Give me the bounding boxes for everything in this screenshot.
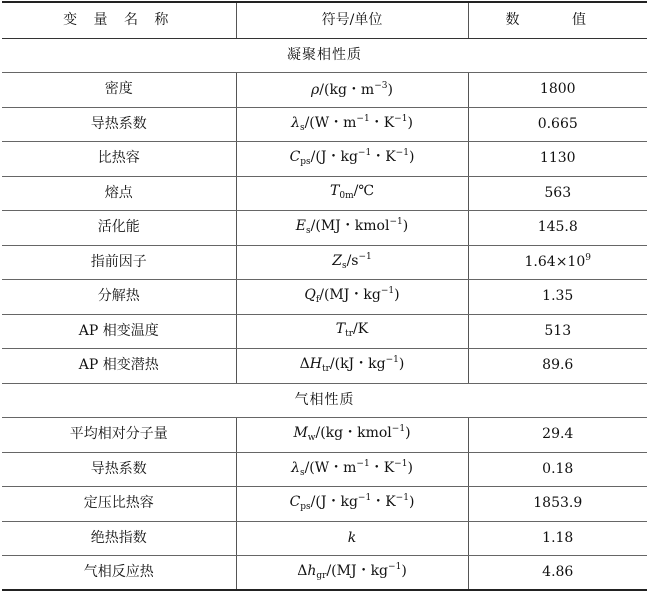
value: 563 — [544, 184, 572, 201]
table-body — [2, 38, 647, 590]
unit: /(kg・m — [319, 81, 375, 98]
variable-name: 导热系数 — [2, 452, 236, 487]
table-row — [2, 418, 647, 453]
unit-close: ) — [405, 425, 411, 442]
table-row — [2, 142, 647, 177]
value-cell — [468, 314, 647, 349]
table-row — [2, 176, 647, 211]
property-table — [2, 1, 647, 591]
symbol: T — [335, 321, 346, 338]
unit-exponent: −1 — [356, 458, 370, 469]
unit-exponent: −1 — [357, 148, 372, 159]
value-exponent: 9 — [585, 253, 591, 264]
table-row — [2, 314, 647, 349]
symbol-unit-cell — [236, 107, 468, 142]
table-row — [2, 349, 647, 384]
symbol-subscript: tr — [321, 364, 330, 375]
unit-close: ) — [408, 494, 415, 511]
symbol: Q — [304, 287, 316, 304]
header-row — [2, 2, 647, 38]
variable-name: 定压比热容 — [2, 487, 236, 522]
symbol-unit-cell — [236, 349, 468, 384]
unit-exponent-2: −1 — [394, 113, 408, 124]
unit-exponent: −3 — [374, 80, 388, 91]
unit-close: ) — [407, 459, 413, 476]
symbol-prefix: Δ — [297, 563, 308, 580]
unit-exponent: −1 — [389, 217, 403, 228]
symbol-unit-cell — [236, 211, 468, 246]
symbol-unit-cell — [236, 142, 468, 177]
symbol-unit-cell — [236, 487, 468, 522]
unit: /(MJ・kmol — [310, 218, 390, 235]
value: 1130 — [539, 150, 576, 167]
unit: /℃ — [353, 183, 374, 200]
symbol: M — [293, 425, 308, 442]
symbol: ρ — [311, 81, 320, 98]
unit-part-2: ・K — [371, 494, 396, 511]
unit-close: ) — [398, 356, 405, 373]
unit: /(J・kg — [310, 149, 358, 166]
header-variable-name: 变 量 名 称 — [2, 2, 236, 38]
symbol-subscript: s — [306, 226, 311, 237]
unit-exponent: −1 — [356, 113, 370, 124]
value: 513 — [544, 322, 572, 339]
value-cell — [468, 556, 647, 591]
value-cell — [468, 452, 647, 487]
value: 1.64×10 — [524, 254, 586, 271]
symbol: E — [295, 218, 307, 235]
variable-name: 气相反应热 — [2, 556, 236, 591]
unit: /(MJ・kg — [319, 287, 381, 304]
value: 29.4 — [542, 426, 574, 443]
table-row — [2, 211, 647, 246]
value-cell — [468, 418, 647, 453]
symbol: h — [307, 563, 317, 580]
value-cell — [468, 176, 647, 211]
section-title: 气相性质 — [2, 383, 647, 418]
table-row — [2, 245, 647, 280]
symbol-subscript: ps — [300, 502, 311, 513]
value: 1853.9 — [533, 495, 583, 512]
unit-close: ) — [394, 287, 400, 304]
unit: /(W・m — [304, 459, 357, 476]
symbol: H — [309, 356, 322, 373]
symbol: C — [289, 149, 301, 166]
unit-exponent: −1 — [391, 424, 406, 435]
value: 145.8 — [537, 219, 578, 236]
variable-name: 活化能 — [2, 211, 236, 246]
symbol-subscript: ps — [300, 157, 311, 168]
value-cell — [468, 245, 647, 280]
variable-name: 比热容 — [2, 142, 236, 177]
value-cell — [468, 280, 647, 315]
value-cell — [468, 73, 647, 108]
unit-part-2: ・K — [371, 149, 396, 166]
header-symbol-unit: 符号/单位 — [236, 2, 468, 38]
value: 1800 — [539, 81, 576, 98]
symbol: λ — [291, 459, 300, 476]
unit-exponent: −1 — [358, 251, 372, 262]
table-row — [2, 487, 647, 522]
table-row — [2, 107, 647, 142]
table-row — [2, 521, 647, 556]
value: 4.86 — [542, 563, 574, 580]
symbol-unit-cell — [236, 556, 468, 591]
section-row — [2, 383, 647, 418]
value: 0.18 — [542, 460, 574, 477]
symbol: T — [330, 183, 340, 200]
variable-name: 指前因子 — [2, 245, 236, 280]
value: 89.6 — [542, 357, 574, 374]
value-cell — [468, 521, 647, 556]
section-row — [2, 38, 647, 73]
variable-name: AP 相变潜热 — [2, 349, 236, 384]
unit-exponent-2: −1 — [395, 493, 409, 504]
value-cell — [468, 211, 647, 246]
unit-close: ) — [401, 563, 407, 580]
unit: /s — [346, 252, 359, 269]
symbol-subscript: s — [299, 467, 305, 478]
variable-name: 导热系数 — [2, 107, 236, 142]
symbol-unit-cell — [236, 280, 468, 315]
unit: /(kJ・kg — [329, 356, 386, 373]
symbol-subscript: w — [307, 433, 316, 444]
symbol-unit-cell — [236, 418, 468, 453]
unit: /(kg・kmol — [315, 425, 392, 442]
symbol-unit-cell — [236, 452, 468, 487]
symbol: k — [347, 529, 357, 546]
unit-part-2: ・K — [369, 459, 395, 476]
symbol-subscript: tr — [345, 329, 354, 340]
unit: /(MJ・kg — [326, 563, 389, 580]
symbol-prefix: Δ — [299, 356, 310, 373]
symbol-unit-cell — [236, 73, 468, 108]
variable-name: 分解热 — [2, 280, 236, 315]
variable-name: 密度 — [2, 73, 236, 108]
value-cell — [468, 107, 647, 142]
unit-close: ) — [408, 149, 415, 166]
value: 1.35 — [542, 288, 574, 305]
value: 0.665 — [537, 115, 578, 132]
variable-name: 绝热指数 — [2, 521, 236, 556]
table-row — [2, 556, 647, 591]
section-title: 凝聚相性质 — [2, 38, 647, 73]
unit-close: ) — [402, 218, 409, 235]
unit-exponent-2: −1 — [395, 148, 409, 159]
symbol-subscript: f — [315, 295, 320, 306]
header-value: 数 值 — [468, 2, 647, 38]
symbol-unit-cell — [236, 176, 468, 211]
value-cell — [468, 487, 647, 522]
symbol: C — [289, 494, 301, 511]
unit-exponent-2: −1 — [394, 458, 408, 469]
value: 1.18 — [542, 529, 574, 546]
symbol: λ — [291, 114, 300, 131]
symbol-subscript: s — [299, 122, 305, 133]
table-row — [2, 452, 647, 487]
unit: /(W・m — [304, 114, 357, 131]
symbol: Z — [332, 252, 342, 269]
variable-name: AP 相变温度 — [2, 314, 236, 349]
unit-exponent: −1 — [385, 355, 399, 366]
value-cell — [468, 349, 647, 384]
unit: /K — [353, 321, 369, 338]
unit-close: ) — [387, 81, 393, 98]
variable-name: 平均相对分子量 — [2, 418, 236, 453]
symbol-unit-cell — [236, 314, 468, 349]
value-cell — [468, 142, 647, 177]
table-row — [2, 280, 647, 315]
symbol-unit-cell — [236, 521, 468, 556]
table-row — [2, 73, 647, 108]
unit-close: ) — [407, 114, 413, 131]
symbol-subscript: gr — [316, 571, 327, 582]
unit-part-2: ・K — [369, 114, 395, 131]
variable-name: 熔点 — [2, 176, 236, 211]
unit: /(J・kg — [310, 494, 358, 511]
unit-exponent: −1 — [388, 562, 402, 573]
symbol-subscript: 0m — [339, 191, 354, 202]
symbol-subscript: s — [341, 260, 347, 271]
unit-exponent: −1 — [357, 493, 372, 504]
symbol-unit-cell — [236, 245, 468, 280]
unit-exponent: −1 — [380, 286, 395, 297]
